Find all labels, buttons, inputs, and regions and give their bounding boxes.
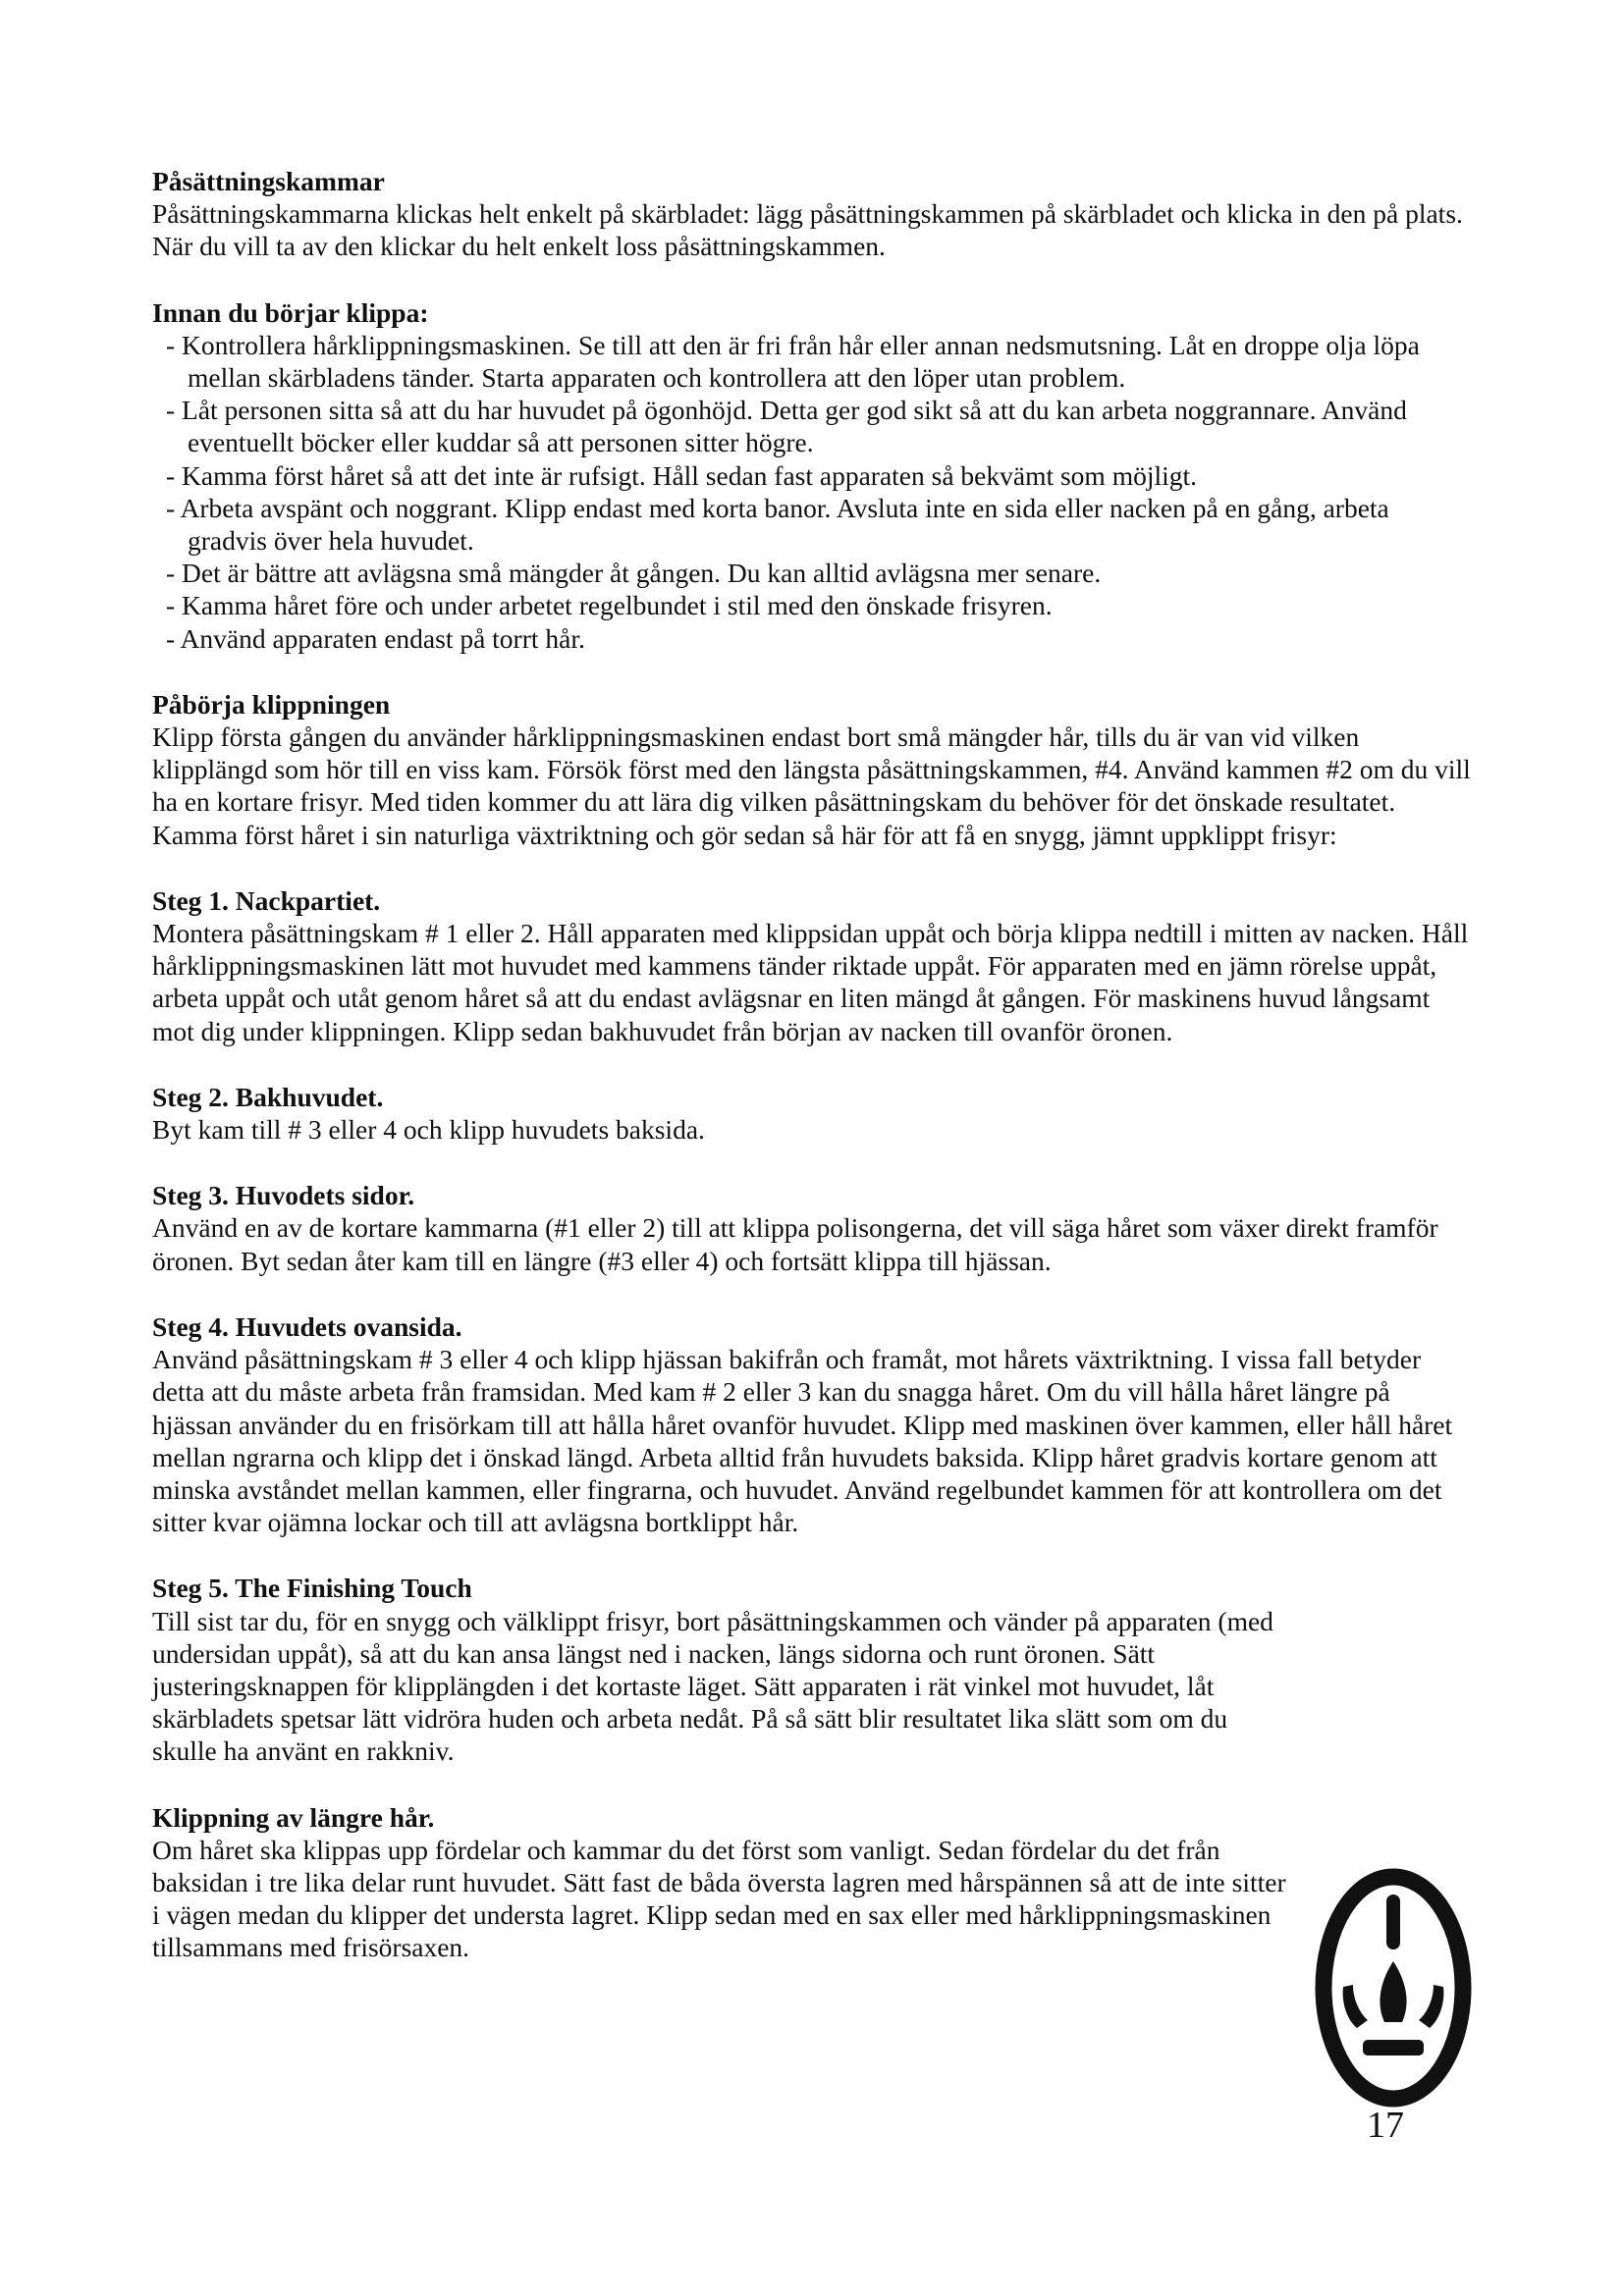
section-heading: Steg 4. Huvudets ovansida. bbox=[152, 1310, 462, 1342]
section-paragraph: Använd påsättningskam # 3 eller 4 och klipp hjässan bakifrån och framåt, mot hårets växtriktning. I vissa fall betyder detta att du måste arbeta från framsidan. Med kam # 2 eller 3 kan du snagga håret. Om du vill hålla håret längre på hjässan använder du en frisörkam till att hålla håret ovanför huvudet. Klipp med maskinen över kammen, eller håll håret mellan ngrarna och klipp det i önskad längd. Arbeta alltid från huvudets baksida. Klipp håret gradvis kortare genom att minska avståndet mellan kammen, eller fingrarna, och huvudet. Använd regelbundet kammen för att kontrollera om det sitter kvar ojämna lockar och till att avlägsna bortklippt hår. bbox=[152, 1344, 1453, 1538]
section-heading: Påbörja klippningen bbox=[152, 688, 391, 720]
section-steg-5 bbox=[152, 1572, 1283, 1767]
section-paragraph: Använd en av de kortare kammarna (#1 eller 2) till att klippa polisongerna, det vill säga håret som växer direkt framför öronen. Byt sedan åter kam till en längre (#3 eller 4) och fortsätt klippa till hjässan. bbox=[152, 1212, 1438, 1276]
section-steg-2 bbox=[152, 1081, 1473, 1146]
section-paragraph: Klipp första gången du använder hårklippningsmaskinen endast bort små mängder hår, tills du är van vid vilken klipplängd som hör till en viss kam. Försök först med den längsta påsättningskammen, #4. Använd kammen #2 om du vill ha en kortare frisyr. Med tiden kommer du att lära dig vilken påsättningskam du behöver för det önskade resultatet. Kamma först håret i sin naturliga växtriktning och gör sedan så här för att få en snygg, jämnt uppklippt frisyr: bbox=[152, 721, 1471, 850]
section-pasattningskammar bbox=[152, 165, 1473, 263]
section-heading: Steg 3. Huvodets sidor. bbox=[152, 1180, 415, 1211]
section-steg-3 bbox=[152, 1179, 1473, 1277]
section-steg-4 bbox=[152, 1310, 1473, 1538]
list-item: - Kontrollera hårklippningsmaskinen. Se till att den är fri från hår eller annan nedsmutsning. Låt en droppe olja löpa mellan skärbladens tänder. Starta apparaten och kontrollera att den löper utan problem. bbox=[166, 329, 1420, 394]
checklist bbox=[152, 329, 1473, 655]
list-item: - Det är bättre att avlägsna små mängder åt gången. Du kan alltid avlägsna mer senare. bbox=[166, 558, 1102, 589]
section-paragraph: Påsättningskammarna klickas helt enkelt på skärbladet: lägg påsättningskammen på skärbladet och klicka in den på plats. När du vill ta av den klickar du helt enkelt loss påsättningskammen. bbox=[152, 198, 1463, 262]
list-item: - Kamma håret före och under arbetet regelbundet i stil med den önskade frisyren. bbox=[166, 590, 1053, 621]
section-heading: Klippning av längre hår. bbox=[152, 1801, 435, 1833]
section-innan-du-borjar bbox=[152, 296, 1473, 655]
list-item: - Kamma först håret så att det inte är rufsigt. Håll sedan fast apparaten så bekvämt som möjligt. bbox=[166, 459, 1198, 491]
list-item: - Låt personen sitta så att du har huvudet på ögonhöjd. Detta ger god sikt så att du kan arbeta noggrannare. Använd eventuellt böcker eller kuddar så att personen sitter högre. bbox=[166, 395, 1407, 458]
section-heading: Steg 1. Nackpartiet. bbox=[152, 884, 381, 916]
power-emblem-icon bbox=[1314, 1865, 1473, 2110]
section-heading: Steg 2. Bakhuvudet. bbox=[152, 1081, 384, 1112]
list-item: - Använd apparaten endast på torrt hår. bbox=[166, 622, 585, 654]
section-klippning-langre-har bbox=[152, 1801, 1291, 1964]
section-heading: Påsättningskammar bbox=[152, 166, 385, 196]
section-paragraph: Byt kam till # 3 eller 4 och klipp huvudets baksida. bbox=[152, 1114, 705, 1146]
list-item: - Arbeta avspänt och noggrant. Klipp endast med korta banor. Avsluta inte en sida eller nacken på en gång, arbeta gradvis över hela huvudet. bbox=[166, 492, 1389, 557]
page-number: 17 bbox=[1367, 2105, 1404, 2146]
section-steg-1 bbox=[152, 884, 1473, 1047]
section-paborja-klippningen bbox=[152, 688, 1473, 851]
section-heading: Innan du börjar klippa: bbox=[152, 296, 429, 328]
section-paragraph: Till sist tar du, för en snygg och välklippt frisyr, bort påsättningskammen och vänder på apparaten (med undersidan uppåt), så att du kan ansa längst ned i nacken, längs sidorna och runt öronen. Sätt justeringsknappen för klipplängden i det kortaste läget. Sätt apparaten i rät vinkel mot huvudet, låt skärbladets spetsar lätt vidröra huden och arbeta nedåt. På så sätt blir resultatet lika slätt som om du skulle ha använt en rakkniv. bbox=[152, 1605, 1273, 1767]
section-heading: Steg 5. The Finishing Touch bbox=[152, 1573, 472, 1604]
section-paragraph: Montera påsättningskam # 1 eller 2. Håll apparaten med klippsidan uppåt och börja klippa nedtill i mitten av nacken. Håll hårklippningsmaskinen lätt mot huvudet med kammens tänder riktade uppåt. För apparaten med en jämn rörelse uppåt, arbeta uppåt och utåt genom håret så att du endast avlägsnar en liten mängd åt gången. För maskinens huvud långsamt mot dig under klippningen. Klipp sedan bakhuvudet från början av nacken till ovanför öronen. bbox=[152, 918, 1469, 1046]
document-body bbox=[152, 165, 1473, 1998]
section-paragraph: Om håret ska klippas upp fördelar och kammar du det först som vanligt. Sedan fördelar du det från baksidan i tre lika delar runt huvudet. Sätt fast de båda översta lagren med hårspännen så att de inte sitter i vägen medan du klipper det understa lagret. Klipp sedan med en sax eller med hårklippningsmaskinen tillsammans med frisörsaxen. bbox=[152, 1834, 1286, 1963]
